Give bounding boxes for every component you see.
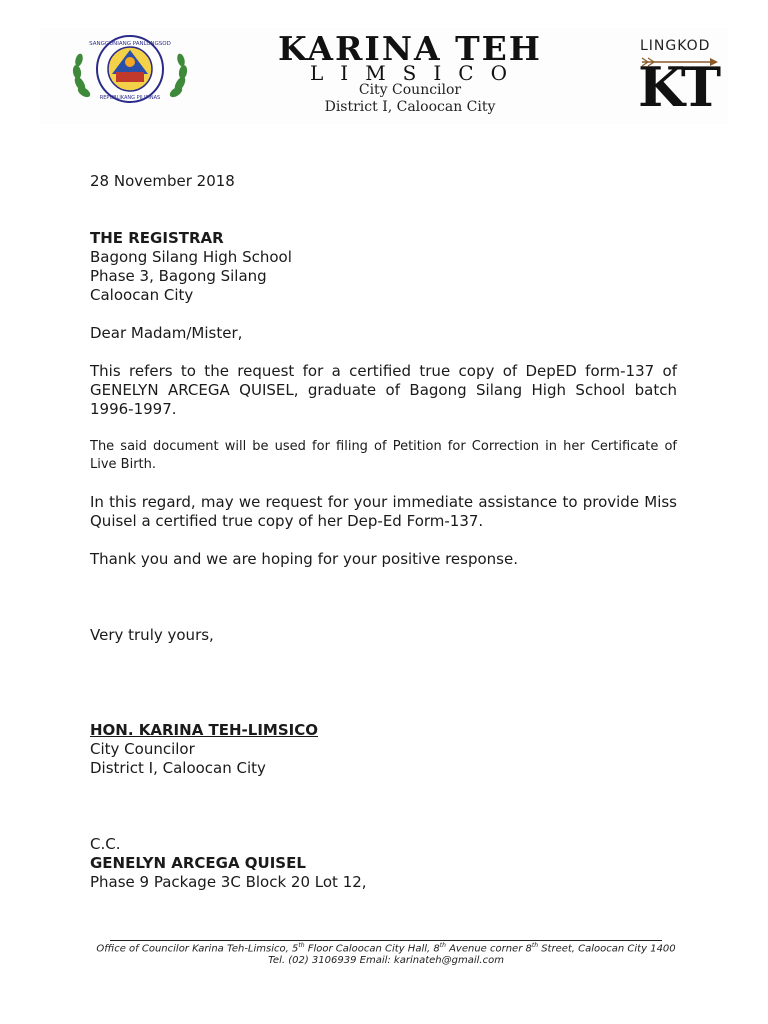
letter-date: 28 November 2018 xyxy=(90,172,235,190)
right-laurel-icon xyxy=(168,53,188,99)
logo-big-text: KT xyxy=(638,55,718,119)
signatory-name: HON. KARINA TEH-LIMSICO xyxy=(90,721,318,739)
council-seal-logo xyxy=(70,34,190,104)
signatory-district: District I, Caloocan City xyxy=(90,759,266,777)
cc-address: Phase 9 Package 3C Block 20 Lot 12, xyxy=(90,873,367,891)
paragraph-purpose: The said document will be used for filing of Petition for Correction in her Certificate of Live Birth. xyxy=(90,439,677,472)
lingkod-kt-logo xyxy=(636,38,726,118)
recipient-title: THE REGISTRAR xyxy=(90,229,224,247)
recipient-line: Bagong Silang High School xyxy=(90,248,292,266)
signatory-title: City Councilor xyxy=(90,740,195,758)
councilor-surname: LIMSICO xyxy=(310,61,524,85)
paragraph-request: This refers to the request for a certified true copy of DepED form-137 of GENELYN ARCEGA QUISEL, graduate of Bagong Silang High School batch 1996-1997. xyxy=(90,362,677,418)
councilor-position: City Councilor xyxy=(358,82,462,98)
letterhead-title xyxy=(270,29,550,116)
salutation: Dear Madam/Mister, xyxy=(90,324,243,342)
left-laurel-icon xyxy=(72,53,92,99)
closing: Very truly yours, xyxy=(90,626,214,644)
cc-label: C.C. xyxy=(90,835,121,853)
footer-contact: Tel. (02) 3106939 Email: karinateh@gmail.com xyxy=(268,955,504,966)
logo-small-text: LINGKOD xyxy=(640,38,711,54)
recipient-line: Phase 3, Bagong Silang xyxy=(90,267,267,285)
paragraph-thanks: Thank you and we are hoping for your positive response. xyxy=(90,550,518,568)
councilor-district: District I, Caloocan City xyxy=(324,99,496,115)
seal-text-top: SANGGUNIANG PANLUNGSOD xyxy=(89,41,171,47)
paragraph-assistance: In this regard, may we request for your immediate assistance to provide Miss Quisel a certified true copy of her Dep-Ed Form-137. xyxy=(90,493,677,530)
recipient-line: Caloocan City xyxy=(90,286,194,304)
cc-name: GENELYN ARCEGA QUISEL xyxy=(90,854,306,872)
footer-divider xyxy=(110,940,662,941)
councilor-name: KARINA TEH xyxy=(278,29,542,68)
footer-office-address: Office of Councilor Karina Teh-Limsico, 5th Floor Caloocan City Hall, 8th Avenue corner 8th Street, Caloocan City 1400 xyxy=(96,942,676,955)
seal-text-bottom: REPUBLIKANG PILIPINAS xyxy=(99,95,161,101)
